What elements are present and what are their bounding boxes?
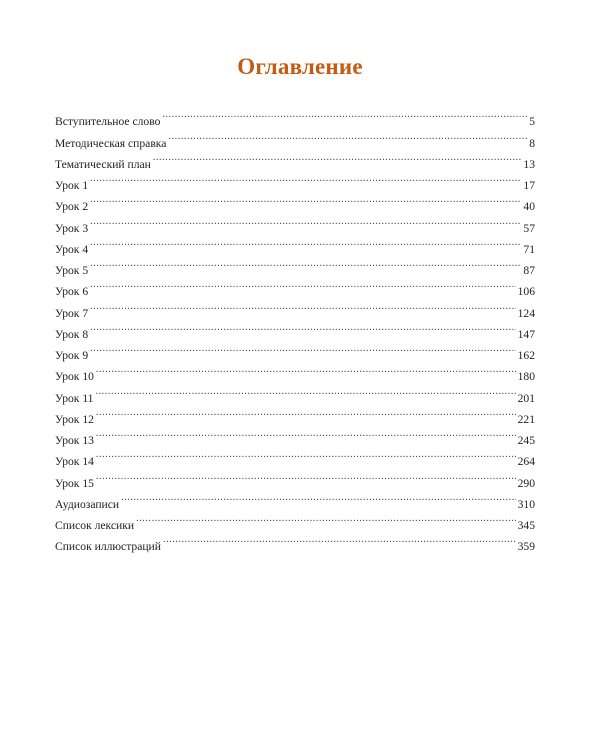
toc-entry-page-number: 162 xyxy=(517,349,535,362)
toc-entry-page-number: 17 xyxy=(523,179,535,192)
toc-entry-page-number: 221 xyxy=(517,412,535,426)
toc-entry-page-number: 310 xyxy=(517,497,535,511)
toc-entry-page-number: 57 xyxy=(523,221,535,235)
toc-entry-page-number: 264 xyxy=(517,455,535,469)
toc-entry[interactable] xyxy=(55,232,535,256)
toc-entry[interactable] xyxy=(55,338,535,362)
toc-entry[interactable] xyxy=(55,444,535,469)
toc-entry-page-number: 147 xyxy=(517,327,535,341)
toc-entry-page-number: 40 xyxy=(523,200,535,214)
toc-entry-label: Урок 9 xyxy=(55,349,89,362)
toc-entry-page-number: 87 xyxy=(523,264,535,277)
toc-dot-leader xyxy=(96,423,516,444)
toc-entry[interactable] xyxy=(55,465,535,490)
toc-entry[interactable] xyxy=(55,402,535,426)
toc-entry-label: Вступительное слово xyxy=(55,115,161,129)
toc-dot-leader xyxy=(90,317,515,338)
toc-entry-label: Методическая справка xyxy=(55,136,167,150)
toc-entry-label: Список иллюстраций xyxy=(55,540,161,554)
toc-entry-label: Урок 2 xyxy=(55,200,89,214)
toc-entry-label: Урок 12 xyxy=(55,412,94,426)
toc-entry-label: Урок 10 xyxy=(55,370,94,384)
toc-entry-page-number: 201 xyxy=(517,391,535,405)
toc-entry-page-number: 359 xyxy=(517,540,535,554)
toc-entry-label: Список лексики xyxy=(55,519,135,532)
toc-entry-label: Аудиозаписи xyxy=(55,497,120,511)
toc-entry-label: Тематический план xyxy=(55,157,151,171)
toc-entry[interactable] xyxy=(55,104,535,129)
toc-entry-page-number: 180 xyxy=(517,370,535,384)
toc-entry-label: Урок 14 xyxy=(55,455,94,469)
toc-entry-label: Урок 5 xyxy=(55,264,89,277)
toc-dot-leader xyxy=(95,380,515,401)
toc-dot-leader xyxy=(90,232,521,253)
toc-dot-leader xyxy=(136,508,516,529)
toc-entry-page-number: 5 xyxy=(529,115,535,129)
page-title: Оглавление xyxy=(237,54,363,79)
toc-entry[interactable] xyxy=(55,508,535,532)
toc-entry-page-number: 245 xyxy=(517,434,535,447)
toc-entry-label: Урок 1 xyxy=(55,179,89,192)
toc-entry-page-number: 345 xyxy=(517,519,535,532)
toc-entry[interactable] xyxy=(55,274,535,299)
toc-entry-label: Урок 7 xyxy=(55,306,89,320)
toc-entry[interactable] xyxy=(55,189,535,214)
toc-entry[interactable] xyxy=(55,168,535,192)
toc-dot-leader xyxy=(96,444,516,465)
toc-entry[interactable] xyxy=(55,317,535,341)
toc-entry-label: Урок 4 xyxy=(55,242,89,256)
toc-entry-page-number: 13 xyxy=(523,157,535,171)
toc-entry-label: Урок 11 xyxy=(55,391,94,405)
toc-entry[interactable] xyxy=(55,423,535,447)
table-of-contents xyxy=(55,104,535,554)
toc-entry[interactable] xyxy=(55,253,535,277)
toc-entry-label: Урок 3 xyxy=(55,221,89,235)
toc-dot-leader xyxy=(163,529,516,550)
toc-entry-page-number: 71 xyxy=(523,242,535,256)
toc-dot-leader xyxy=(90,295,515,316)
toc-dot-leader xyxy=(90,168,521,189)
toc-entry[interactable] xyxy=(55,295,535,320)
toc-entry-page-number: 124 xyxy=(517,306,535,320)
toc-dot-leader xyxy=(96,359,516,380)
toc-dot-leader xyxy=(153,147,522,168)
toc-dot-leader xyxy=(162,104,527,125)
toc-dot-leader xyxy=(90,274,515,295)
toc-entry[interactable] xyxy=(55,359,535,384)
toc-entry-page-number: 106 xyxy=(517,285,535,299)
toc-entry-label: Урок 6 xyxy=(55,285,89,299)
toc-dot-leader xyxy=(121,487,516,508)
toc-dot-leader xyxy=(96,465,516,486)
toc-entry[interactable] xyxy=(55,487,535,511)
toc-dot-leader xyxy=(90,210,521,231)
toc-entry-label: Урок 8 xyxy=(55,327,89,341)
toc-dot-leader xyxy=(90,189,521,210)
toc-entry-label: Урок 15 xyxy=(55,476,94,490)
toc-dot-leader xyxy=(90,338,515,359)
toc-dot-leader xyxy=(96,402,516,423)
toc-entry[interactable] xyxy=(55,210,535,235)
toc-entry[interactable] xyxy=(55,380,535,405)
toc-dot-leader xyxy=(90,253,521,274)
toc-entry-page-number: 8 xyxy=(529,136,535,150)
toc-entry-page-number: 290 xyxy=(517,476,535,490)
toc-dot-leader xyxy=(168,125,527,146)
toc-entry-label: Урок 13 xyxy=(55,434,94,447)
